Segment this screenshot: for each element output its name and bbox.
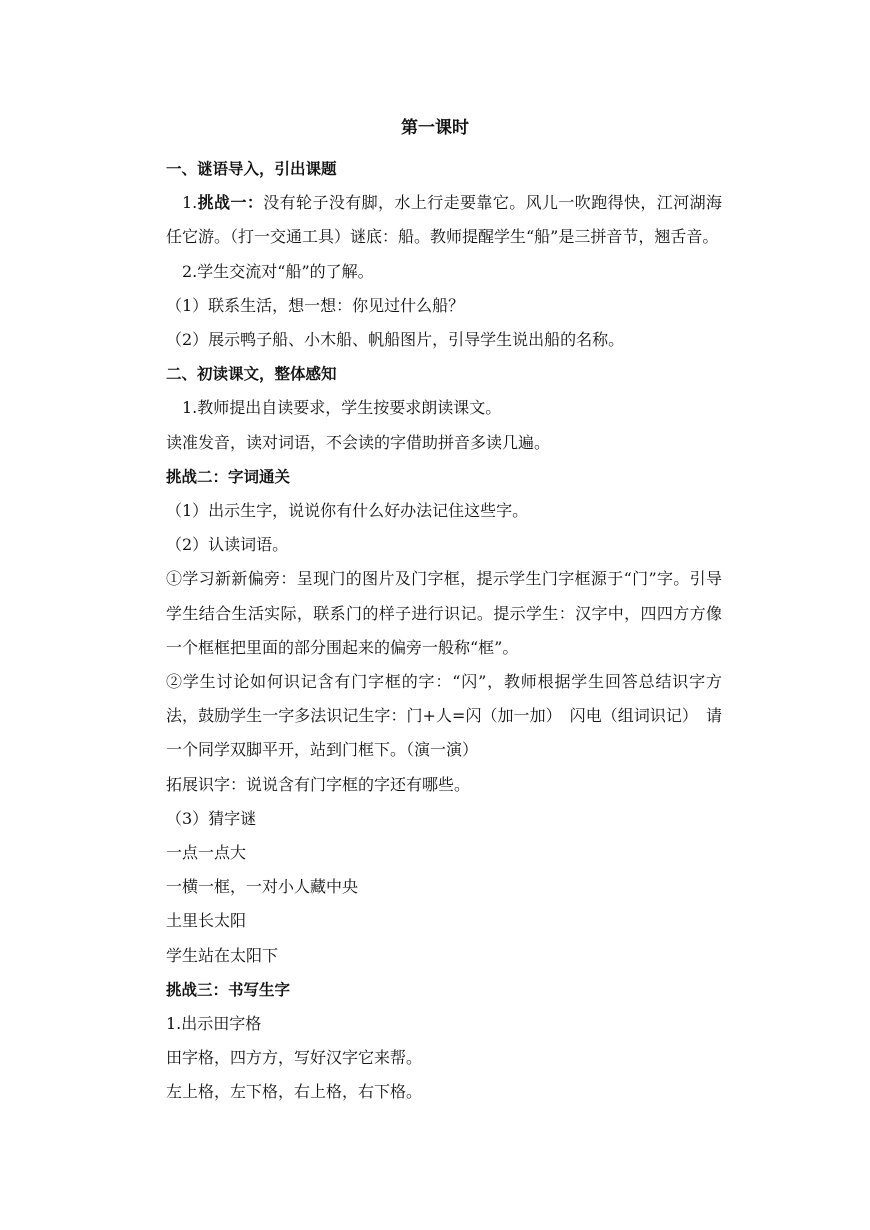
- riddle-line-4: 学生站在太阳下: [166, 945, 279, 965]
- paragraph-number: 1.: [182, 193, 198, 213]
- paragraph-3: （1）联系生活，想一想：你见过什么船？: [166, 295, 465, 315]
- paragraph-grid-rhyme: 田字格，四方方，写好汉字它来帮。: [166, 1048, 423, 1068]
- riddle-line-2: 一横一框，一对小人藏中央: [166, 877, 359, 897]
- new-radical-text: ①学习新新偏旁：呈现门的图片及门字框，提示学生门字框源于“门”字。引导学生结合生活实际，联系门的样子进行识记。提示学生：汉字中，四四方方像一个框框把里面的部分围起来的偏旁一般称“框”。: [166, 569, 722, 657]
- challenge-two-heading: 挑战二：字词通关: [166, 467, 291, 486]
- page-title: 第一课时: [401, 118, 469, 138]
- paragraph-discussion: [166, 665, 722, 768]
- paragraph-8: （2）认读词语。: [166, 535, 289, 555]
- paragraph-new-radical: [0, 562, 722, 665]
- discussion-text: ②学生讨论如何识记含有门字框的字：“闪”，教师根据学生回答总结识字方法，鼓励学生一字多法识记生字：门+人=闪（加一加） 闪电（组词识记） 请一个同学双脚平开，站到门框下。（演一演）: [166, 672, 722, 760]
- section-heading-2: 二、初读课文，整体感知: [166, 365, 337, 384]
- paragraph-6: 读准发音，读对词语，不会读的字借助拼音多读几遍。: [166, 432, 551, 452]
- paragraph-grid: 1.出示田字格: [166, 1014, 262, 1034]
- paragraph-2: 2.学生交流对“船”的了解。: [182, 261, 374, 281]
- lesson-content: [166, 152, 722, 1110]
- challenge-one-text: 没有轮子没有脚，水上行走要靠它。风儿一吹跑得快，江河湖海任它游。（打一交通工具）谜底：船。教师提醒学生“船”是三拼音节，翘舌音。: [166, 193, 722, 247]
- paragraph-grid-cells: 左上格，左下格，右上格，右下格。: [166, 1082, 423, 1102]
- paragraph-4: （2）展示鸭子船、小木船、帆船图片，引导学生说出船的名称。: [166, 330, 625, 350]
- paragraph-expand: 拓展识字：说说含有门字框的字还有哪些。: [166, 774, 471, 794]
- section-heading-1: 一、谜语导入，引出课题: [166, 160, 337, 178]
- riddle-line-3: 土里长太阳: [166, 911, 247, 931]
- paragraph-riddle-title: （3）猜字谜: [166, 808, 257, 828]
- paragraph-5: 1.教师提出自读要求，学生按要求朗读课文。: [182, 398, 502, 418]
- challenge-one-label: 挑战一：: [197, 193, 264, 213]
- paragraph-7: （1）出示生字，说说你有什么好办法记住这些字。: [166, 501, 529, 521]
- challenge-three-heading: 挑战三：书写生字: [166, 980, 291, 999]
- riddle-line-1: 一点一点大: [166, 843, 247, 863]
- paragraph-challenge-one: [166, 186, 722, 254]
